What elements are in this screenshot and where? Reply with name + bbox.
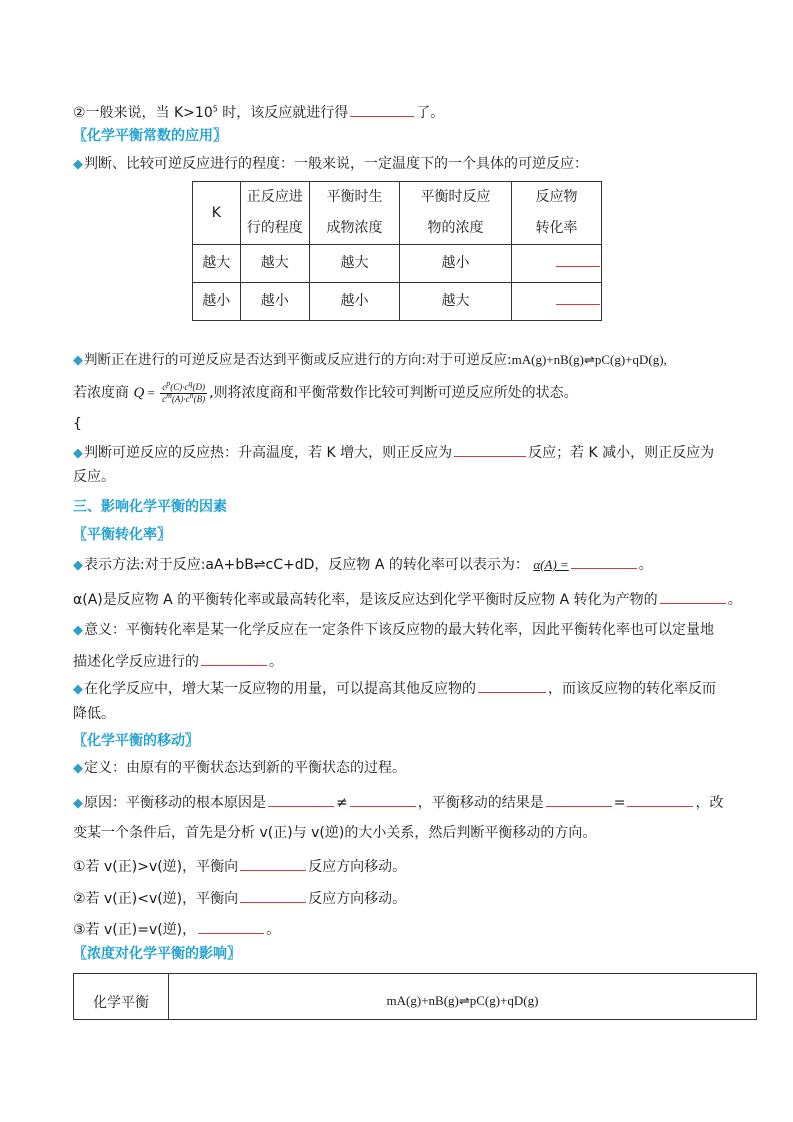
increase-line — [73, 677, 716, 700]
text: 判断可逆反应的反应热：升高温度，若 K 增大，则正反应为 — [84, 445, 453, 461]
text: 意义：平衡转化率是某一化学反应在一定条件下该反应物的最大转化率，因此平衡转化率也可以定量地 — [84, 622, 714, 638]
header-cell: 反应物 转化率 — [511, 182, 601, 245]
equal-sign: = — [613, 795, 626, 811]
table-cell: mA(g)+nB(g)⇌pC(g)+qD(g) — [169, 974, 757, 1020]
answer-blank[interactable] — [240, 887, 306, 903]
table-cell: 越大 — [309, 245, 399, 283]
text: ,则将浓度商和平衡常数作比较可判断可逆反应所处的状态。 — [209, 385, 578, 401]
meaning-cont-line — [73, 650, 283, 672]
text: ②若 v(正)<v(逆)，平衡向 — [73, 891, 239, 907]
header-cell: 平衡时生 成物浓度 — [309, 182, 399, 245]
answer-blank[interactable] — [198, 918, 264, 934]
definition-line — [73, 758, 406, 779]
table-cell: 越大 — [400, 283, 512, 321]
text: 。 — [638, 557, 653, 573]
k-comparison-table — [192, 181, 602, 321]
case1-line — [73, 855, 406, 877]
answer-blank[interactable] — [627, 791, 693, 807]
reason-cont-line: 变某一个条件后，首先是分析 v(正)与 v(逆)的大小关系，然后判断平衡移动的方向。 — [73, 825, 597, 841]
text: 定义：由原有的平衡状态达到新的平衡状态的过程。 — [84, 760, 406, 776]
answer-blank[interactable] — [240, 855, 306, 871]
quotient-fraction: $\frac{c^p(C)\cdot c^q(D)}{c^m(A)\cdot c^n(B)}$ — [162, 378, 206, 404]
table-row — [193, 245, 602, 283]
answer-blank[interactable] — [268, 791, 334, 807]
answer-blank[interactable] — [478, 677, 546, 693]
text: 了。 — [416, 105, 445, 121]
text: 表示方法:对于反应:aA+bB⇌cC+dD，反应物 A 的转化率可以表示为： — [84, 557, 529, 573]
answer-cell[interactable] — [511, 245, 601, 283]
text: ，改 — [695, 795, 724, 811]
text: 。 — [269, 654, 283, 670]
section-heading-shift: 〖化学平衡的移动〗 — [73, 733, 199, 749]
text: ，平衡移动的结果是 — [417, 795, 544, 811]
text: 反应方向移动。 — [308, 891, 407, 907]
answer-blank[interactable] — [660, 588, 726, 604]
judge-heat-cont-line: 反应。 — [73, 469, 115, 485]
answer-blank[interactable] — [556, 304, 600, 305]
quotient-symbol: Q — [133, 385, 145, 401]
diamond-bullet-icon: ◆ — [73, 353, 83, 368]
text: 判断正在进行的可逆反应是否达到平衡或反应进行的方向:对于可逆反应: — [84, 352, 512, 368]
case3-line — [73, 918, 280, 940]
answer-blank[interactable] — [350, 791, 416, 807]
concentration-table — [73, 973, 757, 1020]
text: 在化学反应中，增大某一反应物的用量，可以提高其他反应物的 — [84, 681, 476, 697]
section-heading-concentration: 〖浓度对化学平衡的影响〗 — [73, 946, 241, 962]
section-heading-conversion-rate: 〖平衡转化率〗 — [73, 527, 171, 543]
answer-cell[interactable] — [511, 283, 601, 321]
table-cell: 越小 — [240, 283, 309, 321]
table-row — [74, 974, 757, 1020]
reason-line — [73, 791, 723, 814]
diamond-bullet-icon: ◆ — [73, 157, 83, 172]
quotient-line — [73, 380, 578, 406]
diamond-bullet-icon: ◆ — [73, 682, 83, 697]
text: ，而该反应物的转化率反而 — [548, 681, 716, 697]
table-cell: 越大 — [193, 245, 241, 283]
reaction-formula: mA(g)+nB(g)⇌pC(g)+qD(g), — [511, 352, 667, 367]
header-cell: K — [193, 182, 241, 245]
answer-blank[interactable] — [556, 266, 600, 267]
table-cell: 越小 — [193, 283, 241, 321]
answer-blank[interactable] — [454, 441, 526, 457]
table-cell: 越大 — [240, 245, 309, 283]
k-threshold-line — [73, 101, 444, 123]
table-cell: 化学平衡 — [74, 974, 169, 1020]
text: 反应方向移动。 — [308, 859, 407, 875]
judge-degree-line — [73, 154, 588, 175]
diamond-bullet-icon: ◆ — [73, 761, 83, 776]
equals-sign: = — [144, 385, 159, 400]
text: ①若 v(正)>v(逆)，平衡向 — [73, 859, 239, 875]
text: ③若 v(正)=v(逆)， — [73, 922, 197, 938]
brace-line: { — [73, 416, 82, 432]
text: 。 — [266, 922, 281, 938]
section-heading-application: 〖化学平衡常数的应用〗 — [73, 128, 227, 144]
expression-line — [73, 553, 653, 576]
header-cell: 平衡时反应 物的浓度 — [400, 182, 512, 245]
judge-direction-line — [73, 350, 667, 371]
table-cell: 越小 — [309, 283, 399, 321]
alpha-definition-line — [73, 588, 742, 610]
table-row — [193, 283, 602, 321]
alpha-formula: α(A) = — [533, 557, 569, 572]
text: 反应；若 K 减小，则正反应为 — [528, 445, 715, 461]
diamond-bullet-icon: ◆ — [73, 796, 83, 811]
answer-blank[interactable] — [201, 650, 267, 666]
diamond-bullet-icon: ◆ — [73, 446, 83, 461]
text: 原因：平衡移动的根本原因是 — [84, 795, 266, 811]
text: 若浓度商 — [73, 385, 134, 401]
table-cell: 越小 — [400, 245, 512, 283]
answer-blank[interactable] — [571, 553, 637, 569]
text: ②一般来说，当 K>10 — [73, 105, 213, 121]
diamond-bullet-icon: ◆ — [73, 558, 83, 573]
text: 时，该反应就进行得 — [217, 105, 349, 121]
text: 。 — [727, 592, 742, 608]
text: α(A)是反应物 A 的平衡转化率或最高转化率，是该反应达到化学平衡时反应物 A 转化为产物的 — [73, 592, 658, 608]
table-header-row — [193, 182, 602, 245]
section-heading-factors: 三、影响化学平衡的因素 — [73, 499, 227, 515]
answer-blank[interactable] — [350, 101, 414, 117]
judge-heat-line — [73, 441, 714, 464]
answer-blank[interactable] — [546, 791, 612, 807]
meaning-line — [73, 620, 714, 641]
increase-cont-line: 降低。 — [73, 706, 115, 722]
text: 判断、比较可逆反应进行的程度：一般来说，一定温度下的一个具体的可逆反应： — [84, 156, 588, 172]
case2-line — [73, 887, 406, 909]
not-equal-sign: ≠ — [336, 795, 348, 811]
header-cell: 正反应进 行的程度 — [240, 182, 309, 245]
exponent: 5 — [212, 104, 218, 114]
text: 描述化学反应进行的 — [73, 654, 199, 670]
diamond-bullet-icon: ◆ — [73, 623, 83, 638]
